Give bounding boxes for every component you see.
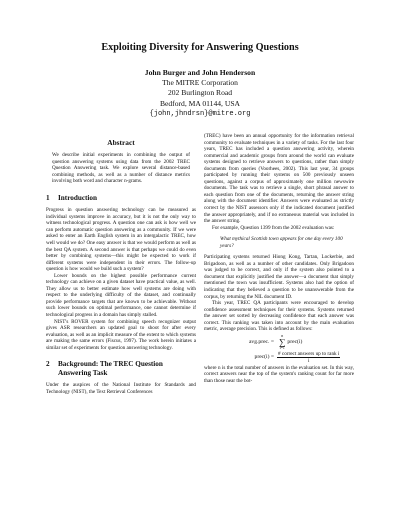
affiliation: The MITRE Corporation [162,78,238,88]
section-2-title-line-1: Background: The TREC Question [58,360,163,369]
address-line-1: 202 Burlington Road [167,88,233,98]
abstract-heading: Abstract [107,138,135,147]
confidence-paragraph: This year, TREC QA participants were encouraged to develop confidence assessment techniques for their systems. Systems returned the answer set sorted by decreasing confidence that each answer was correct. This ranking was taken into account by the main evaluation metric, average precision. This is defined as follows: [204,300,354,333]
section-2-title-line-2: Answering Task [58,368,108,377]
abstract-text: We describe initial experiments in combining the output of question answering systems using data from the 2002 TREC Question Answering task. We explore several distance-based combining methods, as well as a number of distance metrics involving both word and character n-grams. [52,152,190,185]
example-question: What mythical Scottish town appears for one day every 100 years? [220,236,343,249]
section-1-heading [46,194,196,203]
eval-set-paragraph: where n is the total number of answers in the evaluation set. In this way, correct answers near the top of the system's ranking count for far more than those near the bot- [204,364,354,384]
section-1-title: Introduction [58,193,98,202]
example-intro: For example, Question 1399 from the 2002 evaluation was: [212,224,335,231]
candidates-paragraph: Participating systems returned Hiong Kong, Tartan, Lockerbie, and Brigadoon, as well as a number of other candidates. Only Brigadoon was judged to be correct, and only if the system also pointed to a document that explicitly justified the answer—a document that simply mentioned the town was insufficient. Systems also had the option of indicating that they believed a question to be unanswerable from the corpus, by returning the NIL document ID. [204,254,354,300]
intro-paragraph-3: NIST's ROVER system for combining speech recognizer output gives ASR researchers an updated goal to shoot for after every evaluation, as well as an implicit measure of the extent to which systems are making the same errors (Fiscus, 1997). The work herein initiates a similar set of experiments for question answering technology. [46,318,196,351]
prec-lhs: prec(i) = [254,354,274,361]
section-2-heading [46,360,196,377]
section-1-number: 1 [46,193,50,202]
intro-paragraph-2: Lower bounds on the highest possible performance current technology can achieve on a given dataset have practical value, as well. They allow us to better estimate how well systems are doing with respect to the underlying difficulty of the dataset, and continually provide performance targets that are known to be achievable. Without such lower bounds on optimal performance, one cannot determine if technological progress in a domain has simply stalled. [46,272,196,318]
paper-title: Exploiting Diversity for Answering Questions [101,42,299,53]
address-line-2: Bedford, MA 01144, USA [159,98,241,108]
summation-symbol: n ∑ i=1 [279,333,286,350]
avg-prec-rhs: prec(i) [287,338,303,345]
author-names: John Burger and John Henderson [144,68,256,77]
avg-prec-equation [204,334,354,350]
prec-equation [204,351,354,364]
intro-paragraph-1: Progress in question answering technology can be measured as individual systems improve in accuracy, but it is not the only way to witness technological progress. A question one can ask is how well we can perform automatic question answering as a community. If we were asked to enter an Earth English system in an intergalactic TREC, how well would we do? One easy answer is that we would perform as well as the best QA system. A second answer is that perhaps we could do even better by combining systems—this might be expected to work if different systems were independent in their errors. The follow-up question is how would we build such a system? [46,207,196,273]
trec-paragraph: (TREC) have been an annual opportunity for the information retrieval community to evaluate techniques in a variety of tasks. For the last four years, TREC has included a question answering activity, wherein commercial and academic groups from around the world can evaluate systems designed to retrieve answers to questions, rather than simply documents from queries (Voorhees, 2002). This last year, 34 groups participated by running their systems on 500 previously unseen questions, against a corpus of approximately one million newswire documents. The task was to retrieve a single, short phrasal answer to each question from one of the documents, returning the answer string along with the document identifier. Answers were evaluated as strictly correct by the NIST assessors only if the indicated document justified the answer appropriately, and if no extraneous material was included in the answer string. [204,133,354,225]
sum-upper-limit: n [281,333,284,338]
prec-fraction [277,351,340,364]
right-column [204,133,354,385]
left-column [46,138,196,395]
prec-denominator: i [307,357,310,364]
prec-numerator: # correct answers up to rank i [278,350,340,357]
author-block [0,68,400,119]
background-paragraph-1: Under the auspices of the National Institute for Standards and Technology (NIST), the Text Retrieval Conferences [46,382,196,395]
avg-prec-lhs: avg.prec. = [248,338,274,345]
author-email: {john,jhndrsn}@mitre.org [149,109,251,118]
sum-lower-limit: i=1 [279,345,285,350]
section-2-number: 2 [46,360,50,369]
